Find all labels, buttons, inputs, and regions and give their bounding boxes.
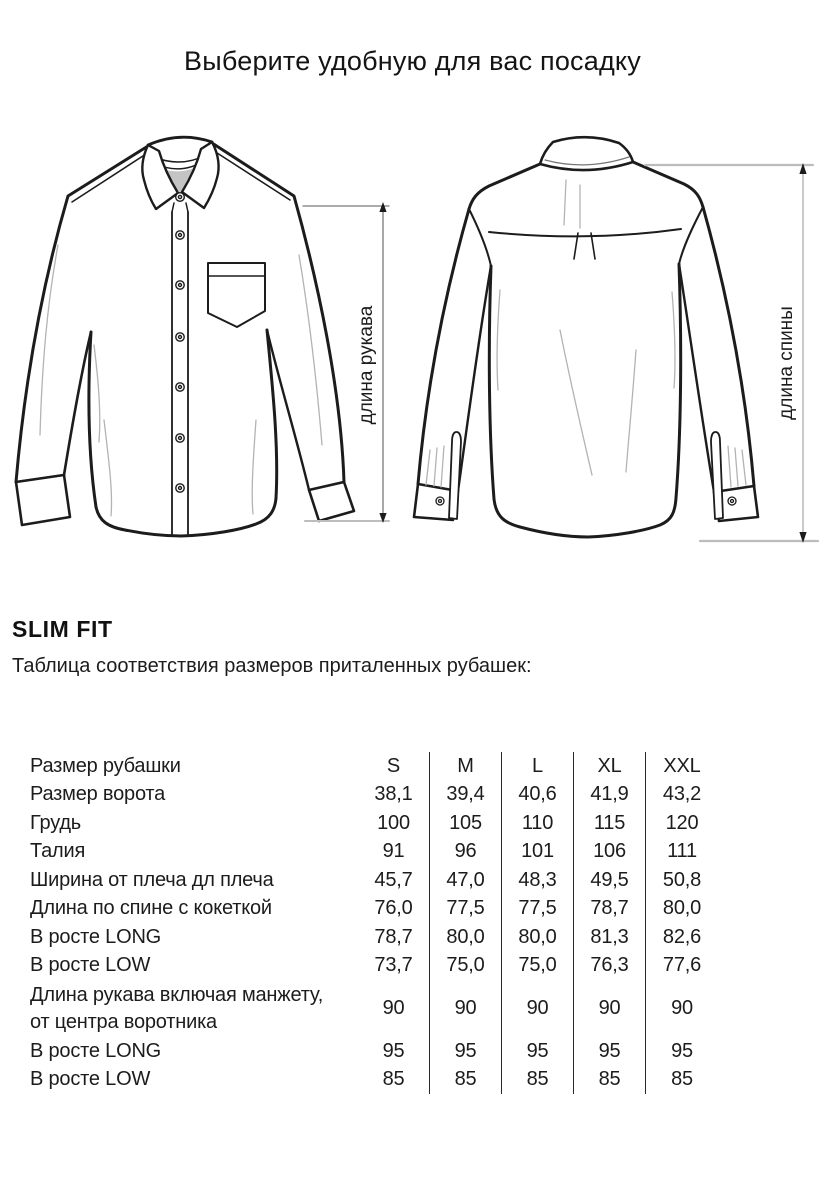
row-label: Длина по спине с кокеткой [30, 897, 272, 920]
size-col-l: L [502, 752, 574, 781]
row-label: Грудь [30, 811, 82, 834]
size-cell: 111 [667, 840, 697, 863]
row-label: В росте LOW [30, 954, 151, 977]
dimension-lines [303, 163, 818, 543]
section-subtitle: Таблица соответствия размеров приталенных рубашек: [12, 655, 532, 677]
size-cell: 40,6 [502, 781, 574, 810]
sleeve-length-label: длина рукава [356, 305, 377, 425]
shirt-back-drawing [414, 137, 758, 537]
size-cell: 47,0 [430, 866, 502, 895]
table-row [0, 895, 718, 924]
row-label: В росте LOW [30, 1068, 151, 1091]
size-col-s: S [358, 752, 430, 781]
size-cell: 82,6 [662, 925, 702, 948]
row-label [0, 980, 358, 1037]
size-cell: 50,8 [662, 868, 702, 891]
size-cell: 100 [358, 809, 430, 838]
row-label: Размер ворота [30, 783, 166, 806]
shirt-front-drawing [16, 137, 354, 536]
row-label: В росте LONG [30, 925, 162, 948]
size-col-xxl: XXL [663, 754, 701, 777]
size-cell: 106 [574, 838, 646, 867]
row-label-line-1: Длина рукава включая манжету, [30, 983, 324, 1006]
chest-pocket [208, 263, 265, 327]
size-cell: 75,0 [502, 952, 574, 981]
table-row [0, 1037, 718, 1066]
size-cell: 49,5 [574, 866, 646, 895]
table-row-two-line [0, 980, 718, 1037]
size-col-m: M [430, 752, 502, 781]
size-cell: 101 [502, 838, 574, 867]
table-row [0, 952, 718, 981]
size-cell: 105 [430, 809, 502, 838]
row-label: Размер рубашки [30, 754, 181, 777]
size-cell: 73,7 [358, 952, 430, 981]
size-cell: 110 [502, 809, 574, 838]
table-row [0, 866, 718, 895]
size-cell: 115 [574, 809, 646, 838]
page-title: Выберите удобную для вас посадку [184, 46, 641, 76]
row-label: Талия [30, 840, 86, 863]
size-cell: 90 [430, 980, 502, 1037]
table-row [0, 838, 718, 867]
size-cell: 38,1 [358, 781, 430, 810]
table-row [0, 923, 718, 952]
back-length-label: длина спины [776, 306, 797, 420]
size-cell: 90 [574, 980, 646, 1037]
size-cell: 77,6 [662, 954, 702, 977]
size-cell: 95 [358, 1037, 430, 1066]
button-row [176, 193, 185, 493]
table-row [0, 809, 718, 838]
row-label-line-2: от центра воротника [30, 1010, 217, 1033]
size-cell: 85 [502, 1066, 574, 1095]
size-cell: 95 [574, 1037, 646, 1066]
size-cell: 78,7 [358, 923, 430, 952]
size-cell: 95 [430, 1037, 502, 1066]
size-cell: 96 [430, 838, 502, 867]
size-cell: 80,0 [502, 923, 574, 952]
size-cell: 90 [502, 980, 574, 1037]
row-label: В росте LONG [30, 1039, 162, 1062]
size-cell: 85 [574, 1066, 646, 1095]
size-cell: 120 [665, 811, 699, 834]
section-heading: SLIM FIT [12, 616, 113, 642]
size-cell: 39,4 [430, 781, 502, 810]
size-cell: 77,5 [430, 895, 502, 924]
size-cell: 85 [430, 1066, 502, 1095]
size-cell: 80,0 [430, 923, 502, 952]
size-cell: 85 [358, 1066, 430, 1095]
size-cell: 75,0 [430, 952, 502, 981]
size-cell: 41,9 [574, 781, 646, 810]
size-cell: 95 [502, 1037, 574, 1066]
size-cell: 76,0 [358, 895, 430, 924]
size-cell: 78,7 [574, 895, 646, 924]
table-row [0, 781, 718, 810]
size-cell: 85 [671, 1068, 693, 1091]
table-header-row [0, 752, 718, 781]
table-row [0, 1066, 718, 1095]
size-cell: 90 [671, 997, 693, 1019]
size-table [0, 752, 718, 1094]
row-label: Ширина от плеча дл плеча [30, 868, 274, 891]
size-cell: 76,3 [574, 952, 646, 981]
size-col-xl: XL [574, 752, 646, 781]
size-cell: 91 [358, 838, 430, 867]
size-cell: 95 [671, 1039, 693, 1062]
size-cell: 80,0 [662, 897, 702, 920]
size-cell: 77,5 [502, 895, 574, 924]
size-cell: 48,3 [502, 866, 574, 895]
size-cell: 43,2 [662, 783, 702, 806]
size-cell: 81,3 [574, 923, 646, 952]
size-cell: 45,7 [358, 866, 430, 895]
size-cell: 90 [358, 980, 430, 1037]
